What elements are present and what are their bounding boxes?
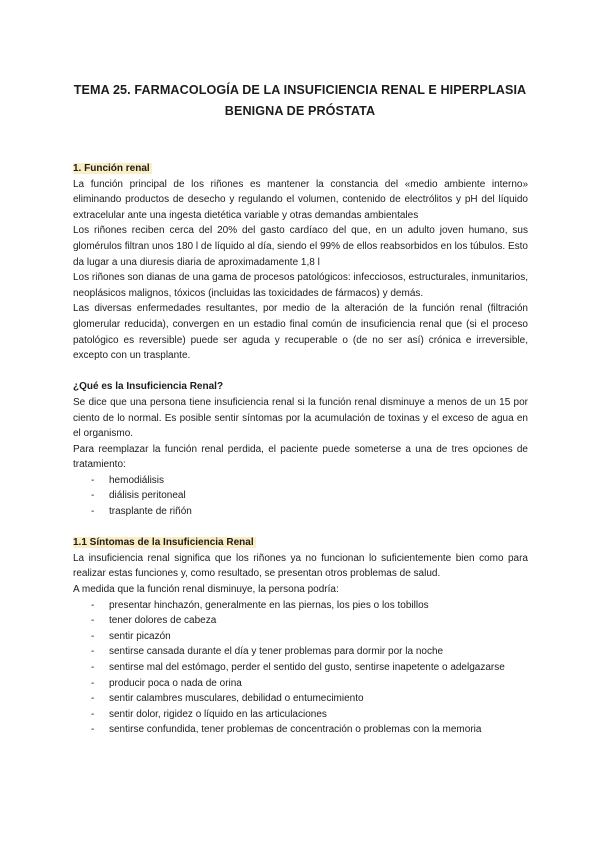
spacer [73, 520, 528, 536]
symptom-list [73, 598, 528, 738]
paragraph: Los riñones reciben cerca del 20% del gasto cardíaco del que, en un adulto joven humano, sus glomérulos filtran unos 180 l de líquido al día, siendo el 99% de ellos reabsorbidos en los túbulos. Esto da lugar a una diuresis diaria de aproximadamente 1,8 l [73, 225, 528, 268]
spacer [73, 364, 528, 380]
list-item: - presentar hinchazón, generalmente en las piernas, los pies o los tobillos [91, 598, 528, 614]
highlighted-heading: 1.1 Síntomas de la Insuficiencia Renal [73, 537, 254, 549]
list-item: - hemodiálisis [91, 473, 528, 489]
list-item: - tener dolores de cabeza [91, 613, 528, 629]
document-title: TEMA 25. FARMACOLOGÍA DE LA INSUFICIENCIA RENAL E HIPERPLASIA BENIGNA DE PRÓSTATA [73, 83, 527, 118]
paragraph: Las diversas enfermedades resultantes, por medio de la alteración de la función renal (filtración glomerular reducida), convergen en un estadio final común de insuficiencia renal que (si el proceso patológico es reversible) puede ser aguda y recuperable o (de no ser así) crónica e irreversible, excepto con un trasplante. [73, 303, 528, 362]
list-item: - producir poca o nada de orina [91, 676, 528, 692]
list-item: - sentir picazón [91, 629, 528, 645]
document-body [73, 161, 528, 738]
paragraph: La función principal de los riñones es mantener la constancia del «medio ambiente interno» eliminando productos de desecho y regulando el volumen, contenido de electrólitos y pH del líquido extracelular ante una ingesta dietética variable y otras demandas ambientales [73, 178, 528, 221]
section-heading-sintomas [73, 535, 528, 551]
list-item: - sentirse confundida, tener problemas de concentración o problemas con la memoria [91, 722, 528, 738]
treatment-list [73, 473, 528, 520]
list-item: - trasplante de riñón [91, 504, 528, 520]
paragraph: Los riñones son dianas de una gama de procesos patológicos: infecciosos, estructurales, inmunitarios, neoplásicos malignos, tóxicos (incluidas las toxicidades de fármacos) y demás. [73, 272, 528, 299]
list-item: - sentirse cansada durante el día y tener problemas para dormir por la noche [91, 644, 528, 660]
paragraph: Se dice que una persona tiene insuficiencia renal si la función renal disminuye a menos de un 15 por ciento de lo normal. Es posible sentir síntomas por la acumulación de toxinas y el exceso de agua en el organismo. [73, 396, 528, 440]
list-item: - diálisis peritoneal [91, 488, 528, 504]
list-item: - sentirse mal del estómago, perder el sentido del gusto, sentirse inapetente o adelgazarse [91, 660, 528, 676]
paragraph: Para reemplazar la función renal perdida, el paciente puede someterse a una de tres opciones de tratamiento: [73, 443, 528, 471]
highlighted-heading: 1. Función renal [73, 163, 150, 174]
list-item: - sentir calambres musculares, debilidad o entumecimiento [91, 691, 528, 707]
section-heading-que-es: ¿Qué es la Insuficiencia Renal? [73, 381, 224, 393]
list-item: - sentir dolor, rigidez o líquido en las articulaciones [91, 707, 528, 723]
paragraph: A medida que la función renal disminuye, la persona podría: [73, 584, 339, 596]
paragraph: La insuficiencia renal significa que los riñones ya no funcionan lo suficientemente bien como para realizar estas funciones y, como resultado, se presentan otros problemas de salud. [73, 552, 528, 580]
section-heading-funcion-renal [73, 161, 528, 177]
